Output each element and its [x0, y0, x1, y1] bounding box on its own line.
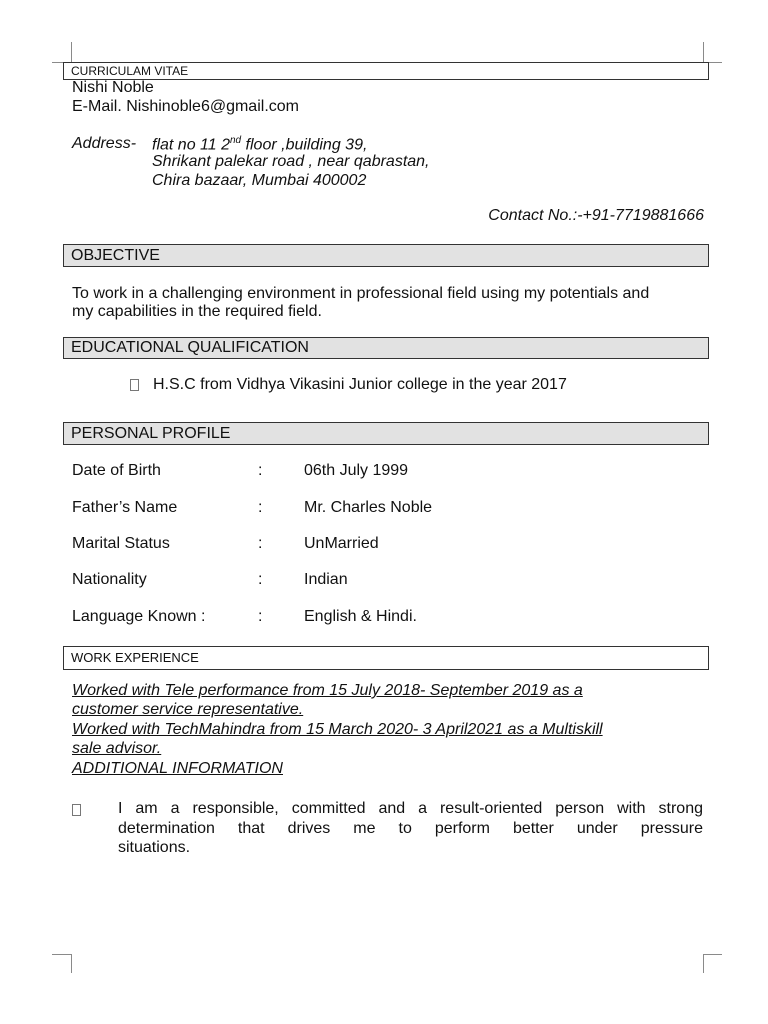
objective-heading: OBJECTIVE	[71, 247, 160, 264]
work-line-2: customer service representative.	[72, 701, 304, 718]
cv-title-box	[63, 62, 709, 80]
bullet-icon	[72, 804, 81, 816]
crop-mark-bottom-right	[703, 954, 722, 955]
personal-heading-box	[63, 422, 709, 445]
work-heading-box	[63, 646, 709, 670]
bullet-icon	[130, 379, 139, 391]
profile-value-father: Mr. Charles Noble	[304, 499, 433, 516]
crop-mark-bottom-left	[52, 954, 71, 955]
objective-line-1: To work in a challenging environment in professional field using my potentials and	[72, 285, 650, 302]
work-heading: WORK EXPERIENCE	[71, 650, 199, 665]
contact-number: Contact No.:-+91-7719881666	[488, 207, 704, 224]
profile-sep-dob: :	[258, 462, 263, 479]
additional-line-3: situations.	[118, 839, 191, 856]
address-line-1-sup: nd	[229, 135, 242, 146]
additional-line-2: determination that drives me to perform better under pressure	[118, 820, 703, 837]
work-line-1: Worked with Tele performance from 15 July 2018- September 2019 as a	[72, 682, 583, 699]
address-line-1-post: floor ,building 39,	[241, 136, 368, 154]
profile-label-dob: Date of Birth	[72, 462, 161, 479]
profile-label-language: Language Known :	[72, 608, 206, 625]
profile-value-language: English & Hindi.	[304, 608, 417, 625]
profile-sep-marital: :	[258, 535, 263, 552]
applicant-name: Nishi Noble	[72, 79, 154, 96]
profile-sep-nationality: :	[258, 571, 263, 588]
address-label: Address-	[72, 135, 137, 152]
crop-mark-top-right	[703, 42, 704, 62]
profile-sep-father: :	[258, 499, 263, 516]
cv-title: CURRICULAM VITAE	[71, 64, 189, 78]
education-heading-box	[63, 337, 709, 359]
additional-heading: ADDITIONAL INFORMATION	[72, 760, 283, 777]
education-item: H.S.C from Vidhya Vikasini Junior college in the year 2017	[153, 376, 567, 393]
profile-sep-language: :	[258, 608, 263, 625]
work-line-4: sale advisor.	[72, 740, 162, 757]
address-line-1-pre: flat no 11 2	[152, 136, 230, 154]
additional-line-1: I am a responsible, committed and a result-oriented person with strong	[118, 800, 703, 817]
email-line: E-Mail. Nishinoble6@gmail.com	[72, 98, 299, 115]
work-line-3: Worked with TechMahindra from 15 March 2020- 3 April2021 as a Multiskill	[72, 721, 603, 738]
education-heading: EDUCATIONAL QUALIFICATION	[71, 339, 309, 356]
crop-mark-bottom-left-v	[71, 954, 72, 973]
profile-label-father: Father’s Name	[72, 499, 178, 516]
profile-label-nationality: Nationality	[72, 571, 147, 588]
address-line-2: Shrikant palekar road , near qabrastan,	[152, 153, 430, 170]
profile-value-marital: UnMarried	[304, 535, 379, 552]
crop-mark-bottom-right-v	[703, 954, 704, 973]
address-line-1	[152, 135, 367, 154]
objective-line-2: my capabilities in the required field.	[72, 303, 322, 320]
crop-mark-top-left	[71, 42, 72, 62]
personal-heading: PERSONAL PROFILE	[71, 425, 231, 442]
address-line-3: Chira bazaar, Mumbai 400002	[152, 172, 367, 189]
profile-value-nationality: Indian	[304, 571, 348, 588]
profile-label-marital: Marital Status	[72, 535, 170, 552]
objective-heading-box	[63, 244, 709, 267]
profile-value-dob: 06th July 1999	[304, 462, 409, 479]
